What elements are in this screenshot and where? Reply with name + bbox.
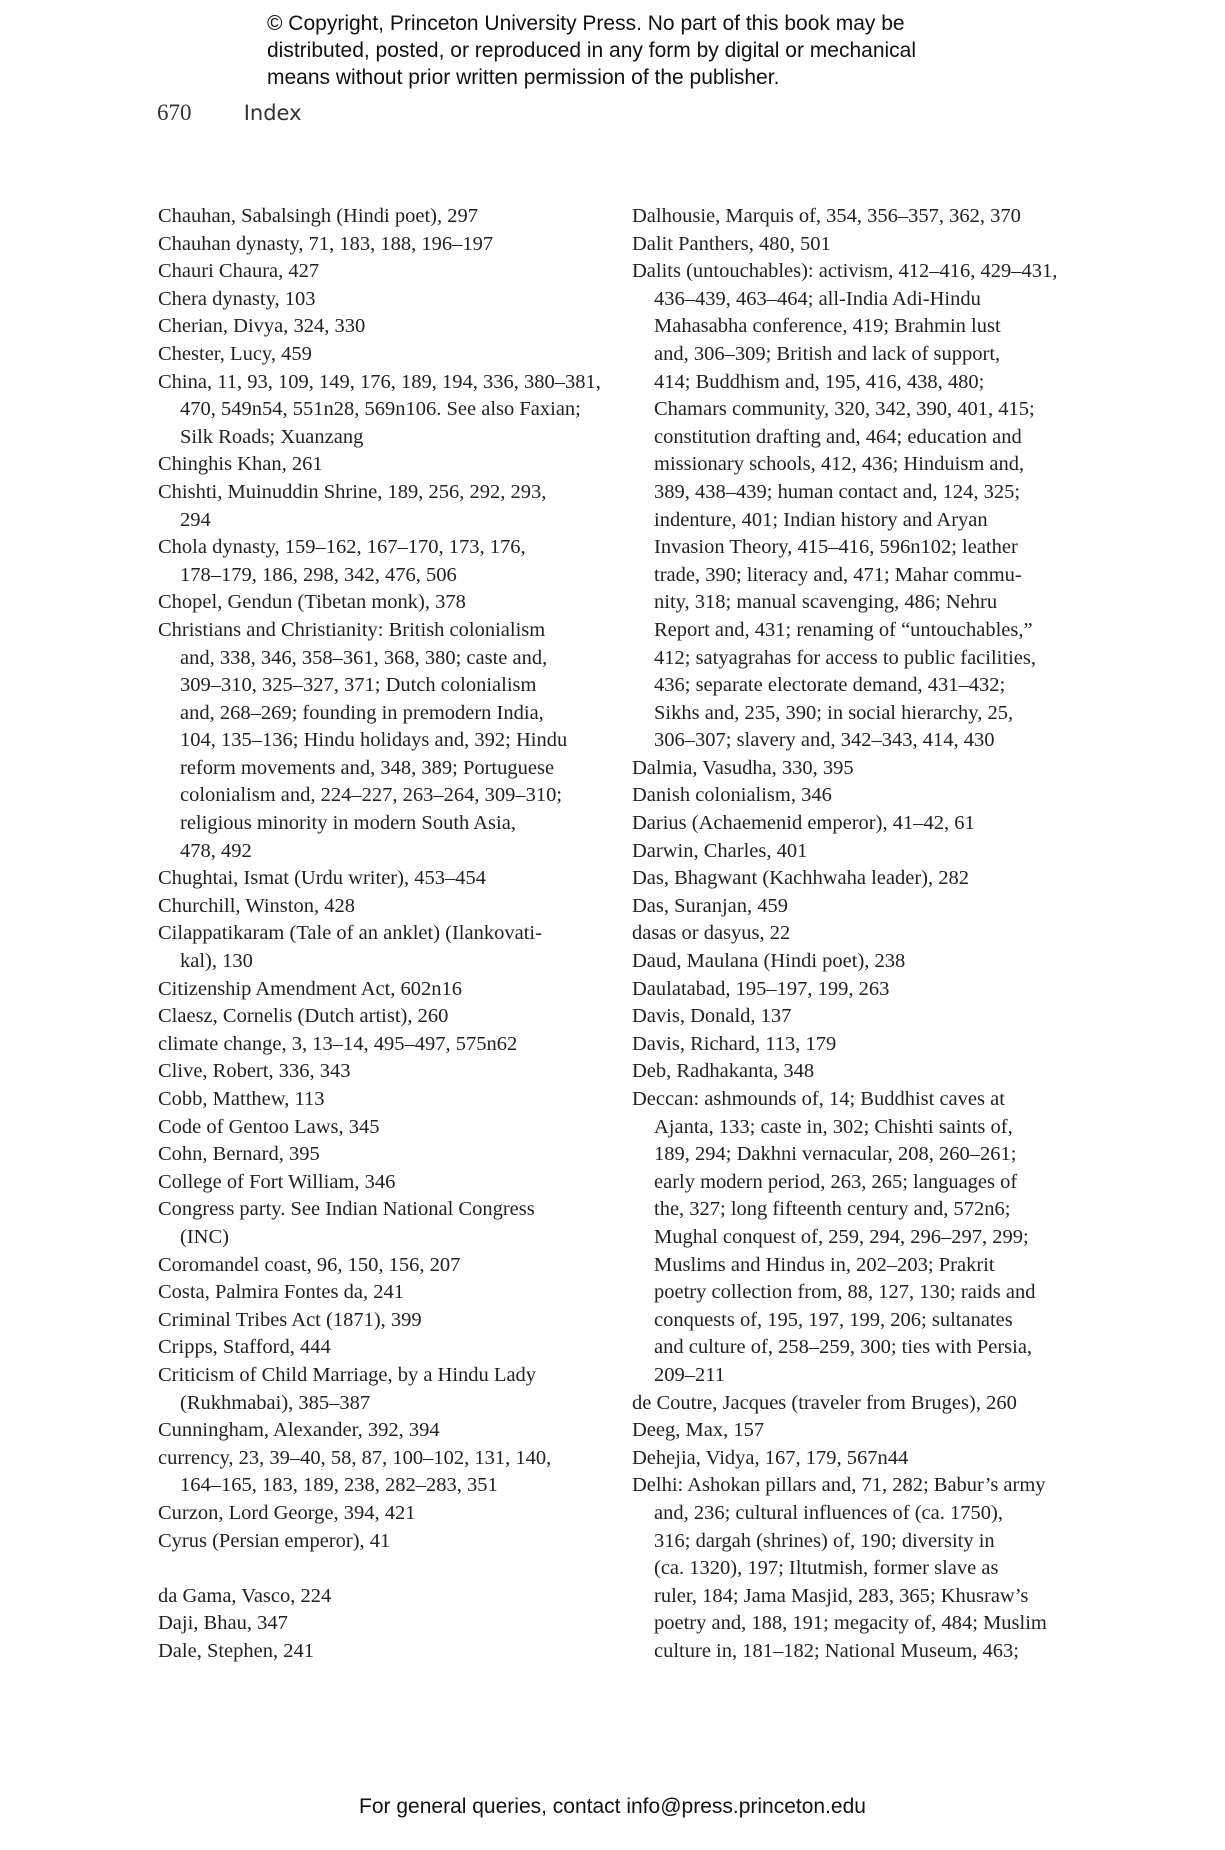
index-entry-continuation: kal), 130	[180, 950, 253, 973]
index-entry-line: Dehejia, Vidya, 167, 179, 567n44	[632, 1446, 909, 1469]
section-title: Index	[243, 101, 302, 125]
index-entry-line: Chauri Chaura, 427	[158, 260, 320, 283]
index-entry-continuation: 209–211	[654, 1363, 725, 1386]
running-head	[157, 100, 302, 126]
index-entry-line: da Gama, Vasco, 224	[158, 1584, 332, 1607]
index-entry-continuation: (ca. 1320), 197; Iltutmish, former slave as	[654, 1557, 999, 1580]
index-entry-line: Darius (Achaemenid emperor), 41–42, 61	[632, 812, 975, 835]
index-entry-line: Das, Bhagwant (Kachhwaha leader), 282	[632, 867, 969, 890]
index-entry-continuation: 436; separate electorate demand, 431–432;	[654, 674, 1006, 697]
index-entry	[158, 1086, 593, 1114]
index-entry-line: currency, 23, 39–40, 58, 87, 100–102, 131, 140,	[158, 1446, 552, 1469]
index-entry	[158, 1279, 593, 1307]
index-entry-line: Cyrus (Persian emperor), 41	[158, 1529, 391, 1552]
index-entry	[158, 920, 593, 975]
index-entry-line: Dalhousie, Marquis of, 354, 356–357, 362, 370	[632, 205, 1021, 227]
index-entry-continuation: poetry collection from, 88, 127, 130; raids and	[654, 1281, 1036, 1304]
index-entry-continuation: and, 306–309; British and lack of support,	[654, 342, 1001, 365]
index-entry-line: Criminal Tribes Act (1871), 399	[158, 1308, 422, 1331]
index-entry-continuation: early modern period, 263, 265; languages of	[654, 1170, 1018, 1193]
index-entry-continuation: colonialism and, 224–227, 263–264, 309–310;	[180, 784, 563, 807]
index-entry-continuation: Muslims and Hindus in, 202–203; Prakrit	[654, 1253, 995, 1276]
index-entry-continuation: Mahasabha conference, 419; Brahmin lust	[654, 315, 1001, 338]
index-entry-line: Dalmia, Vasudha, 330, 395	[632, 756, 854, 779]
index-entry	[632, 258, 1072, 755]
index-entry	[632, 810, 1072, 838]
index-entry-continuation: indenture, 401; Indian history and Aryan	[654, 508, 988, 531]
index-entry-continuation: (INC)	[180, 1225, 229, 1248]
index-entry-line: Clive, Robert, 336, 343	[158, 1060, 351, 1083]
index-entry	[632, 1417, 1072, 1445]
index-entry-continuation: nity, 318; manual scavenging, 486; Nehru	[654, 591, 998, 614]
copyright-notice	[267, 10, 987, 91]
index-entry-continuation: 178–179, 186, 298, 342, 476, 506	[180, 563, 457, 586]
index-entry-line: Citizenship Amendment Act, 602n16	[158, 977, 463, 1000]
index-entry	[158, 1417, 593, 1445]
index-entry-continuation: religious minority in modern South Asia,	[180, 812, 516, 835]
index-entry	[632, 203, 1072, 231]
index-entry-line: Danish colonialism, 346	[632, 784, 832, 807]
index-entry	[632, 231, 1072, 259]
index-entry	[632, 865, 1072, 893]
index-entry-line: Dalit Panthers, 480, 501	[632, 232, 831, 255]
copyright-line: distributed, posted, or reproduced in any form by digital or mechanical	[267, 39, 917, 62]
index-column-left	[158, 203, 601, 1665]
index-entry-line: Cobb, Matthew, 113	[158, 1088, 325, 1110]
index-entry	[158, 1307, 593, 1335]
index-entry-continuation: poetry and, 188, 191; megacity of, 484; Muslim	[654, 1612, 1047, 1635]
index-entry	[632, 1003, 1072, 1031]
index-entry	[158, 976, 593, 1004]
index-entry-line: College of Fort William, 346	[158, 1170, 396, 1193]
index-entry-line: dasas or dasyus, 22	[632, 922, 791, 945]
index-entry-continuation: 470, 549n54, 551n28, 569n106. See also Faxian;	[180, 398, 581, 421]
index-entry-continuation: 294	[180, 508, 211, 531]
index-entry-continuation: Ajanta, 133; caste in, 302; Chishti saints of,	[654, 1115, 1013, 1138]
index-entry	[158, 1169, 593, 1197]
index-entry-line: Claesz, Cornelis (Dutch artist), 260	[158, 1005, 449, 1028]
index-entry	[158, 1141, 593, 1169]
index-entry-continuation: ruler, 184; Jama Masjid, 283, 365; Khusraw’s	[654, 1584, 1029, 1607]
index-entry	[632, 1472, 1072, 1665]
index-entry	[632, 1058, 1072, 1086]
index-entry-continuation: 478, 492	[180, 839, 252, 862]
index-entry-continuation: 309–310, 325–327, 371; Dutch colonialism	[180, 674, 537, 697]
index-entry	[158, 369, 601, 452]
index-entry-line: Curzon, Lord George, 394, 421	[158, 1501, 416, 1524]
index-entry-line: Chauhan dynasty, 71, 183, 188, 196–197	[158, 232, 494, 255]
index-entry-line: Chughtai, Ismat (Urdu writer), 453–454	[158, 867, 486, 890]
index-entry-line: Das, Suranjan, 459	[632, 894, 789, 917]
index-entry	[158, 1334, 593, 1362]
copyright-line: means without prior written permission of the publisher.	[267, 66, 780, 89]
index-entry-line: Chester, Lucy, 459	[158, 342, 312, 365]
index-entry-continuation: Invasion Theory, 415–416, 596n102; leather	[654, 536, 1018, 559]
index-entry-line: Daji, Bhau, 347	[158, 1612, 288, 1635]
index-entry-continuation: (Rukhmabai), 385–387	[180, 1391, 371, 1414]
index-entry-continuation: and, 236; cultural influences of (ca. 1750),	[654, 1501, 1003, 1524]
index-entry-line: Costa, Palmira Fontes da, 241	[158, 1281, 404, 1304]
index-entry-continuation: the, 327; long fifteenth century and, 572n6;	[654, 1198, 1011, 1221]
index-entry-line: Cohn, Bernard, 395	[158, 1143, 320, 1166]
index-entry-line: Chinghis Khan, 261	[158, 453, 323, 476]
index-entry	[632, 893, 1072, 921]
index-entry	[158, 341, 593, 369]
index-entry	[158, 1445, 593, 1500]
index-entry-continuation: 164–165, 183, 189, 238, 282–283, 351	[180, 1474, 498, 1497]
index-entry-continuation: 414; Buddhism and, 195, 416, 438, 480;	[654, 370, 985, 393]
index-entry	[158, 479, 593, 534]
index-entry-line: Criticism of Child Marriage, by a Hindu Lady	[158, 1363, 537, 1386]
index-entry-line: Chera dynasty, 103	[158, 287, 316, 310]
index-entry-line: Daulatabad, 195–197, 199, 263	[632, 977, 890, 1000]
index-entry-line: Chishti, Muinuddin Shrine, 189, 256, 292, 293,	[158, 480, 547, 503]
index-entry-line: Cunningham, Alexander, 392, 394	[158, 1419, 440, 1442]
index-entry-continuation: Chamars community, 320, 342, 390, 401, 415;	[654, 398, 1035, 421]
index-entry-line: Chola dynasty, 159–162, 167–170, 173, 176,	[158, 536, 526, 559]
index-entry-continuation: and culture of, 258–259, 300; ties with Persia,	[654, 1336, 1033, 1359]
index-entry-continuation: reform movements and, 348, 389; Portuguese	[180, 756, 555, 779]
page-number: 670	[157, 100, 192, 125]
index-entry-continuation: trade, 390; literacy and, 471; Mahar commu-	[654, 563, 1022, 586]
index-entry-continuation: Report and, 431; renaming of “untouchables,”	[654, 618, 1033, 641]
index-entry	[158, 1500, 593, 1528]
index-entry-line: Deccan: ashmounds of, 14; Buddhist caves at	[632, 1088, 1005, 1110]
index-entry	[632, 1390, 1072, 1418]
index-entry	[632, 782, 1072, 810]
index-entry	[158, 286, 593, 314]
index-entry	[632, 755, 1072, 783]
index-entry	[158, 1252, 593, 1280]
index-entry-line: Dale, Stephen, 241	[158, 1639, 314, 1662]
index-entry-continuation: conquests of, 195, 197, 199, 206; sultanates	[654, 1308, 1013, 1331]
index-entry-continuation: and, 268–269; founding in premodern India,	[180, 701, 544, 724]
index-entry-continuation: missionary schools, 412, 436; Hinduism and,	[654, 453, 1025, 476]
index-entry-line: Delhi: Ashokan pillars and, 71, 282; Babur’s army	[632, 1474, 1046, 1497]
index-entry	[632, 920, 1072, 948]
index-entry-line: Deb, Radhakanta, 348	[632, 1060, 815, 1083]
index-entry-line: Coromandel coast, 96, 150, 156, 207	[158, 1253, 461, 1276]
index-entry-continuation: 389, 438–439; human contact and, 124, 325;	[654, 480, 1021, 503]
index-entry	[158, 617, 593, 865]
index-entry-line: Chauhan, Sabalsingh (Hindi poet), 297	[158, 205, 478, 227]
index-entry-continuation: Mughal conquest of, 259, 294, 296–297, 299;	[654, 1225, 1029, 1248]
index-entry	[632, 1445, 1072, 1473]
index-entry	[158, 893, 593, 921]
copyright-line: © Copyright, Princeton University Press. No part of this book may be	[267, 12, 905, 35]
index-entry-line: Chopel, Gendun (Tibetan monk), 378	[158, 591, 466, 614]
index-entry	[158, 1058, 593, 1086]
index-entry-line: Dalits (untouchables): activism, 412–416, 429–431,	[632, 260, 1058, 283]
index-entry-line: Cripps, Stafford, 444	[158, 1336, 331, 1359]
index-entry	[632, 976, 1072, 1004]
index-entry-continuation: Silk Roads; Xuanzang	[180, 425, 364, 448]
index-entry-line: Davis, Richard, 113, 179	[632, 1032, 837, 1055]
footer-contact: For general queries, contact info@press.princeton.edu	[359, 1795, 866, 1818]
index-entry	[158, 203, 593, 231]
index-entry-line: Deeg, Max, 157	[632, 1419, 765, 1442]
index-entry	[158, 1528, 593, 1556]
index-entry-line: Churchill, Winston, 428	[158, 894, 355, 917]
index-entry-continuation: Sikhs and, 235, 390; in social hierarchy, 25,	[654, 701, 1014, 724]
index-entry	[158, 534, 593, 589]
index-entry-continuation: culture in, 181–182; National Museum, 463;	[654, 1639, 1019, 1662]
index-entry-continuation: 412; satyagrahas for access to public facilities,	[654, 646, 1036, 669]
index-entry	[158, 1003, 593, 1031]
index-entry-line: Darwin, Charles, 401	[632, 839, 808, 862]
index-entry	[632, 948, 1072, 976]
index-entry	[158, 1583, 593, 1611]
index-entry-continuation: 189, 294; Dakhni vernacular, 208, 260–261;	[654, 1143, 1017, 1166]
index-entry-line: Davis, Donald, 137	[632, 1005, 792, 1028]
index-entry-line: climate change, 3, 13–14, 495–497, 575n62	[158, 1032, 518, 1055]
index-entry	[632, 1031, 1072, 1059]
index-entry-continuation: 104, 135–136; Hindu holidays and, 392; Hindu	[180, 729, 568, 752]
index-column-right	[632, 203, 1072, 1665]
index-entry	[632, 838, 1072, 866]
index-entry-line: Cherian, Divya, 324, 330	[158, 315, 366, 338]
index-entry	[158, 231, 593, 259]
letter-gap	[158, 1555, 593, 1583]
index-entry	[158, 313, 593, 341]
index-entry	[158, 589, 593, 617]
index-entry-continuation: 306–307; slavery and, 342–343, 414, 430	[654, 729, 995, 752]
index-entry-continuation: and, 338, 346, 358–361, 368, 380; caste and,	[180, 646, 548, 669]
index-entry-line: Cilappatikaram (Tale of an anklet) (Ilankovati-	[158, 922, 542, 945]
index-entry-line: Code of Gentoo Laws, 345	[158, 1115, 380, 1138]
index-entry	[158, 1114, 593, 1142]
index-entry-line: de Coutre, Jacques (traveler from Bruges), 260	[632, 1391, 1017, 1414]
index-entry-line: Christians and Christianity: British colonialism	[158, 618, 546, 641]
index-entry	[158, 1196, 593, 1251]
index-entry-line: Daud, Maulana (Hindi poet), 238	[632, 950, 906, 973]
index-entry-continuation: 436–439, 463–464; all-India Adi-Hindu	[654, 287, 981, 310]
index-entry-line: Congress party. See Indian National Congress	[158, 1198, 535, 1221]
index-entry-continuation: constitution drafting and, 464; education and	[654, 425, 1022, 448]
index-entry	[158, 258, 593, 286]
index-entry	[632, 1086, 1072, 1390]
index-entry-continuation: 316; dargah (shrines) of, 190; diversity in	[654, 1529, 995, 1552]
index-entry	[158, 1610, 593, 1638]
index-entry	[158, 451, 593, 479]
index-entry-line: China, 11, 93, 109, 149, 176, 189, 194, 336, 380–381,	[158, 370, 601, 393]
index-entry	[158, 1362, 593, 1417]
index-entry	[158, 1638, 593, 1666]
index-entry	[158, 865, 593, 893]
index-entry	[158, 1031, 593, 1059]
